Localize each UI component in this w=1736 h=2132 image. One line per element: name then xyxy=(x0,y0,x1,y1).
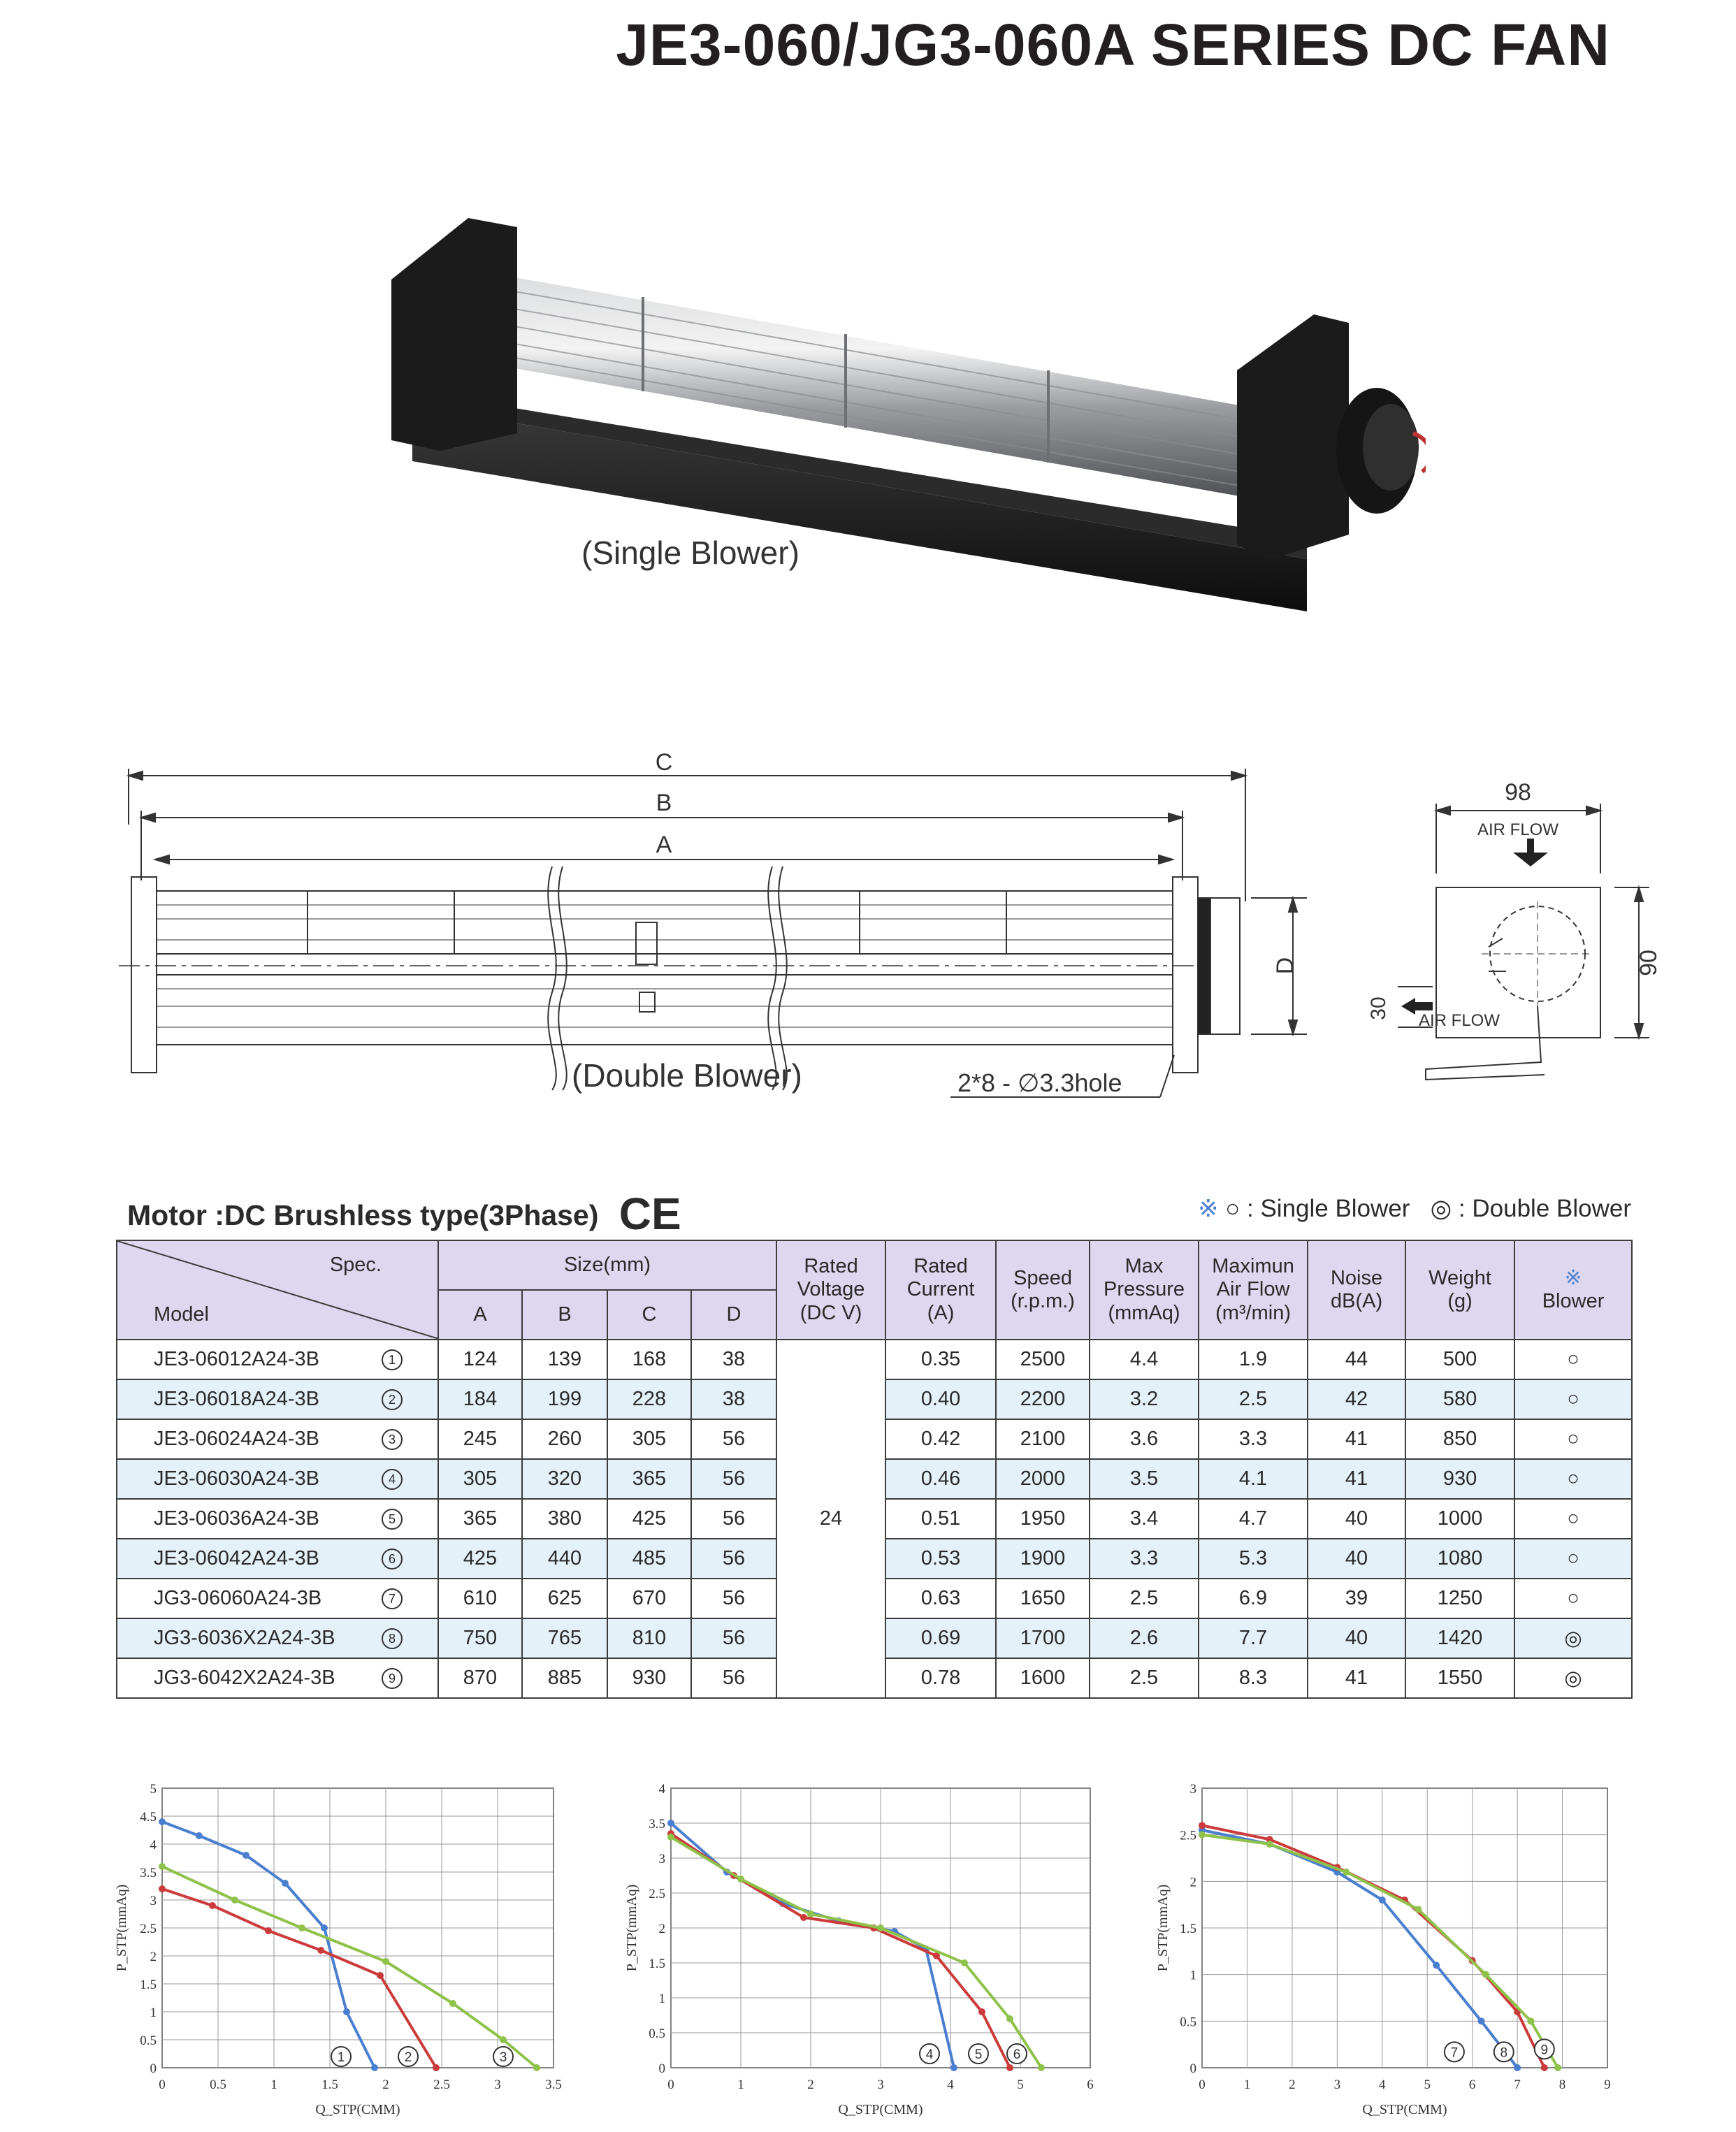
weight-cell: 1000 xyxy=(1405,1499,1514,1539)
blower-header-mark: ※ xyxy=(1564,1266,1582,1289)
y-axis-label: P_STP(mmAq) xyxy=(114,1884,129,1972)
x-tick-label: 5 xyxy=(1424,2077,1431,2092)
data-point xyxy=(1006,2064,1013,2071)
dim-a-label: A xyxy=(656,832,672,858)
model-name: JG3-06060A24-3B xyxy=(154,1587,322,1609)
y-tick-label: 2.5 xyxy=(140,1922,157,1936)
pressure-cell: 2.5 xyxy=(1090,1658,1199,1698)
airflow-cell: 7.7 xyxy=(1199,1618,1308,1658)
x-tick-label: 0 xyxy=(667,2077,674,2092)
outlet-height-label: 30 xyxy=(1367,996,1390,1020)
data-point xyxy=(298,1924,305,1931)
pressure-cell: 3.4 xyxy=(1090,1499,1199,1539)
data-point xyxy=(321,1924,328,1931)
spec-model-header xyxy=(117,1240,438,1340)
data-point xyxy=(1006,2015,1013,2022)
y-tick-label: 4.5 xyxy=(140,1810,157,1825)
airflow-cell: 3.3 xyxy=(1199,1419,1308,1459)
size-c-cell: 670 xyxy=(607,1579,691,1618)
pressure-cell: 2.5 xyxy=(1090,1579,1199,1618)
size-b-cell: 199 xyxy=(522,1379,607,1419)
data-point xyxy=(1379,1897,1386,1903)
weight-cell: 1250 xyxy=(1405,1579,1514,1618)
model-name: JE3-06042A24-3B xyxy=(154,1547,319,1569)
legend-single-symbol: ○ xyxy=(1225,1195,1240,1222)
model-cell xyxy=(117,1379,438,1419)
model-cell xyxy=(117,1499,438,1539)
pressure-cell: 4.4 xyxy=(1090,1340,1199,1379)
y-axis-label: P_STP(mmAq) xyxy=(624,1884,639,1972)
size-header: Size(mm) xyxy=(438,1240,776,1290)
model-cell xyxy=(117,1618,438,1658)
weight-header: Weight (g) xyxy=(1405,1240,1514,1340)
size-col-d: D xyxy=(691,1290,776,1340)
blower-type-cell: ○ xyxy=(1514,1499,1632,1539)
data-point xyxy=(196,1832,203,1839)
data-point xyxy=(667,1834,674,1841)
speed-cell: 2000 xyxy=(996,1459,1090,1499)
size-c-cell: 228 xyxy=(607,1379,691,1419)
dim-d-label: D xyxy=(1272,957,1299,975)
data-point xyxy=(449,2000,456,2007)
current-cell: 0.53 xyxy=(885,1539,996,1579)
data-point xyxy=(371,2064,378,2071)
motor-heading xyxy=(127,1188,681,1240)
x-tick-label: 4 xyxy=(947,2077,954,2092)
dimension-drawing xyxy=(119,741,1670,1104)
x-tick-label: 2 xyxy=(382,2077,389,2092)
curve-label: 3 xyxy=(499,2050,507,2065)
x-tick-label: 5 xyxy=(1017,2077,1024,2092)
y-tick-label: 4 xyxy=(150,1838,157,1852)
noise-cell: 40 xyxy=(1308,1499,1405,1539)
spec-table-body xyxy=(117,1340,1632,1698)
data-point xyxy=(961,1959,968,1966)
curve-label: 9 xyxy=(1540,2043,1549,2058)
hole-note: 2*8 - ∅3.3hole xyxy=(957,1068,1122,1097)
y-tick-label: 1 xyxy=(1189,1968,1196,1983)
speed-cell: 1600 xyxy=(996,1658,1090,1698)
blower-type-cell: ○ xyxy=(1514,1379,1632,1419)
data-point xyxy=(877,1924,884,1931)
speed-cell: 2500 xyxy=(996,1340,1090,1379)
y-tick-label: 2.5 xyxy=(1180,1828,1196,1843)
size-b-cell: 380 xyxy=(522,1499,607,1539)
x-tick-label: 3 xyxy=(494,2077,501,2092)
speed-cell: 2100 xyxy=(996,1419,1090,1459)
noise-cell: 42 xyxy=(1308,1379,1405,1419)
y-tick-label: 0 xyxy=(150,2061,157,2076)
side-width-label: 98 xyxy=(1505,779,1531,806)
curve-label: 2 xyxy=(404,2050,412,2065)
blower-type-cell: ◎ xyxy=(1514,1618,1632,1658)
y-tick-label: 1 xyxy=(658,1992,665,2006)
size-d-cell: 56 xyxy=(691,1459,776,1499)
x-axis-label: Q_STP(CMM) xyxy=(838,2102,923,2117)
model-number-badge: 1 xyxy=(382,1349,403,1370)
speed-cell: 1900 xyxy=(996,1539,1090,1579)
noise-cell: 44 xyxy=(1308,1340,1405,1379)
data-point xyxy=(243,1852,249,1859)
model-cell xyxy=(117,1579,438,1618)
data-point xyxy=(807,1910,814,1917)
size-c-cell: 810 xyxy=(607,1618,691,1658)
size-a-cell: 245 xyxy=(438,1419,522,1459)
size-b-cell: 440 xyxy=(522,1539,607,1579)
blower-type-cell: ○ xyxy=(1514,1459,1632,1499)
y-tick-label: 0 xyxy=(1189,2061,1196,2076)
model-number-badge: 7 xyxy=(382,1588,403,1609)
size-d-cell: 56 xyxy=(691,1539,776,1579)
data-point xyxy=(231,1897,238,1903)
double-blower-caption: (Double Blower) xyxy=(572,1057,802,1094)
y-tick-label: 1 xyxy=(150,2006,157,2020)
y-tick-label: 3 xyxy=(658,1852,665,1866)
weight-cell: 1080 xyxy=(1405,1539,1514,1579)
curve-label: 8 xyxy=(1500,2045,1508,2061)
airflow-cell: 6.9 xyxy=(1199,1579,1308,1618)
airflow-cell: 4.7 xyxy=(1199,1499,1308,1539)
size-c-cell: 365 xyxy=(607,1459,691,1499)
size-c-cell: 930 xyxy=(607,1658,691,1698)
data-point xyxy=(317,1947,324,1954)
x-axis-label: Q_STP(CMM) xyxy=(1362,2102,1447,2117)
model-cell xyxy=(117,1419,438,1459)
model-cell xyxy=(117,1658,438,1698)
size-a-cell: 184 xyxy=(438,1379,522,1419)
blower-legend xyxy=(1198,1195,1631,1223)
current-cell: 0.40 xyxy=(885,1379,996,1419)
pressure-cell: 2.6 xyxy=(1090,1618,1199,1658)
noise-cell: 41 xyxy=(1308,1658,1405,1698)
x-tick-label: 3 xyxy=(1333,2077,1341,2092)
size-d-cell: 56 xyxy=(691,1579,776,1618)
current-header: Rated Current (A) xyxy=(885,1240,996,1340)
curve-label: 4 xyxy=(925,2047,934,2062)
motor-heading-text: Motor :DC Brushless type(3Phase) xyxy=(127,1199,599,1231)
y-tick-label: 0.5 xyxy=(1180,2015,1196,2030)
x-tick-label: 6 xyxy=(1468,2077,1476,2092)
size-a-cell: 425 xyxy=(438,1539,522,1579)
y-tick-label: 3 xyxy=(150,1894,157,1908)
weight-cell: 500 xyxy=(1405,1340,1514,1379)
size-a-cell: 365 xyxy=(438,1499,522,1539)
current-cell: 0.42 xyxy=(885,1419,996,1459)
model-number-badge: 3 xyxy=(382,1429,403,1450)
weight-cell: 930 xyxy=(1405,1459,1514,1499)
page-title: JE3-060/JG3-060A SERIES DC FAN xyxy=(616,12,1610,78)
data-point xyxy=(265,1927,272,1934)
data-point xyxy=(737,1876,744,1883)
airflow-header: Maximun Air Flow (m³/min) xyxy=(1199,1240,1308,1340)
size-a-cell: 610 xyxy=(438,1579,522,1618)
data-point xyxy=(159,1863,166,1870)
noise-cell: 40 xyxy=(1308,1618,1405,1658)
current-cell: 0.78 xyxy=(885,1658,996,1698)
size-d-cell: 56 xyxy=(691,1499,776,1539)
model-name: JE3-06036A24-3B xyxy=(154,1507,319,1530)
size-d-cell: 38 xyxy=(691,1340,776,1379)
pressure-cell: 3.3 xyxy=(1090,1539,1199,1579)
data-point xyxy=(1266,1841,1273,1848)
data-point xyxy=(533,2064,540,2071)
data-point xyxy=(1527,2017,1534,2024)
model-cell xyxy=(117,1539,438,1579)
x-tick-label: 1.5 xyxy=(321,2077,338,2092)
airflow-cell: 1.9 xyxy=(1199,1340,1308,1379)
single-blower-caption: (Single Blower) xyxy=(581,535,800,571)
size-c-cell: 305 xyxy=(607,1419,691,1459)
airflow-side-label: AIR FLOW xyxy=(1419,1011,1500,1030)
speed-cell: 2200 xyxy=(996,1379,1090,1419)
blower-type-cell: ○ xyxy=(1514,1539,1632,1579)
x-tick-label: 3 xyxy=(877,2077,884,2092)
data-point xyxy=(1554,2064,1561,2071)
data-point xyxy=(1541,2064,1548,2071)
x-tick-label: 1 xyxy=(1243,2077,1251,2092)
dim-b-label: B xyxy=(656,790,672,816)
model-number-badge: 9 xyxy=(382,1668,403,1689)
current-cell: 0.69 xyxy=(885,1618,996,1658)
curve-label: 1 xyxy=(337,2050,345,2065)
x-tick-label: 2.5 xyxy=(433,2077,450,2092)
weight-cell: 1550 xyxy=(1405,1658,1514,1698)
pq-chart-1 xyxy=(105,1778,580,2128)
y-tick-label: 0.5 xyxy=(649,2026,665,2041)
weight-cell: 1420 xyxy=(1405,1618,1514,1658)
x-tick-label: 0.5 xyxy=(210,2077,226,2092)
legend-single-label: : Single Blower xyxy=(1247,1195,1410,1222)
data-point xyxy=(343,2008,350,2015)
blower-type-cell: ◎ xyxy=(1514,1658,1632,1698)
model-name: JE3-06012A24-3B xyxy=(154,1348,319,1370)
data-point xyxy=(1199,1822,1206,1829)
airflow-cell: 2.5 xyxy=(1199,1379,1308,1419)
model-name: JE3-06024A24-3B xyxy=(154,1428,319,1450)
y-tick-label: 2 xyxy=(150,1950,157,1964)
airflow-top-label: AIR FLOW xyxy=(1477,820,1559,839)
model-number-badge: 2 xyxy=(382,1389,403,1410)
model-number-badge: 4 xyxy=(382,1469,403,1490)
x-tick-label: 7 xyxy=(1514,2077,1521,2092)
spec-table xyxy=(116,1240,1633,1699)
data-point xyxy=(1514,2064,1521,2071)
data-point xyxy=(1433,1961,1440,1968)
ce-mark: CE xyxy=(619,1189,681,1239)
y-tick-label: 0 xyxy=(658,2061,665,2076)
size-d-cell: 38 xyxy=(691,1379,776,1419)
data-point xyxy=(382,1958,389,1965)
size-a-cell: 870 xyxy=(438,1658,522,1698)
voltage-header: Rated Voltage (DC V) xyxy=(776,1240,885,1340)
airflow-cell: 5.3 xyxy=(1199,1539,1308,1579)
airflow-cell: 8.3 xyxy=(1199,1658,1308,1698)
noise-header: Noise dB(A) xyxy=(1308,1240,1405,1340)
curve-label: 6 xyxy=(1013,2047,1021,2062)
data-point xyxy=(1038,2064,1045,2071)
speed-header: Speed (r.p.m.) xyxy=(996,1240,1090,1340)
data-point xyxy=(1343,1869,1350,1876)
model-number-badge: 6 xyxy=(382,1549,403,1569)
data-point xyxy=(978,2008,985,2015)
table-row xyxy=(117,1340,1632,1379)
size-c-cell: 485 xyxy=(607,1539,691,1579)
legend-mark: ※ xyxy=(1198,1195,1219,1222)
blower-type-cell: ○ xyxy=(1514,1419,1632,1459)
current-cell: 0.51 xyxy=(885,1499,996,1539)
data-point xyxy=(159,1885,166,1892)
data-point xyxy=(500,2036,507,2043)
speed-cell: 1950 xyxy=(996,1499,1090,1539)
y-tick-label: 0.5 xyxy=(140,2033,157,2048)
x-tick-label: 3.5 xyxy=(545,2077,562,2092)
y-tick-label: 1.5 xyxy=(649,1957,665,1971)
data-point xyxy=(667,1820,674,1827)
dim-c-label: C xyxy=(655,749,673,776)
x-tick-label: 2 xyxy=(807,2077,814,2092)
single-blower-photo xyxy=(391,210,1426,629)
y-tick-label: 4 xyxy=(658,1782,665,1797)
pq-chart-2 xyxy=(615,1778,1118,2128)
x-tick-label: 1 xyxy=(737,2077,744,2092)
x-tick-label: 2 xyxy=(1289,2077,1296,2092)
weight-cell: 850 xyxy=(1405,1419,1514,1459)
data-point xyxy=(433,2064,440,2071)
data-point xyxy=(950,2064,957,2071)
size-b-cell: 139 xyxy=(522,1340,607,1379)
data-point xyxy=(282,1880,289,1887)
speed-cell: 1700 xyxy=(996,1618,1090,1658)
pressure-cell: 3.5 xyxy=(1090,1459,1199,1499)
size-b-cell: 885 xyxy=(522,1658,607,1698)
model-number-badge: 8 xyxy=(382,1628,403,1649)
speed-cell: 1650 xyxy=(996,1579,1090,1618)
x-tick-label: 0 xyxy=(1199,2077,1206,2092)
size-d-cell: 56 xyxy=(691,1618,776,1658)
x-axis-label: Q_STP(CMM) xyxy=(315,2102,400,2117)
size-b-cell: 765 xyxy=(522,1618,607,1658)
model-cell xyxy=(117,1340,438,1379)
spec-label: Spec. xyxy=(329,1254,382,1276)
pressure-cell: 3.2 xyxy=(1090,1379,1199,1419)
legend-double-symbol: ◎ xyxy=(1430,1195,1452,1222)
x-tick-label: 4 xyxy=(1379,2077,1386,2092)
x-tick-label: 9 xyxy=(1604,2077,1611,2092)
size-col-c: C xyxy=(607,1290,691,1340)
legend-double-label: : Double Blower xyxy=(1458,1195,1631,1222)
airflow-cell: 4.1 xyxy=(1199,1459,1308,1499)
y-tick-label: 2 xyxy=(1189,1875,1196,1890)
y-tick-label: 3.5 xyxy=(649,1817,665,1832)
current-cell: 0.63 xyxy=(885,1579,996,1618)
y-tick-label: 3 xyxy=(1189,1782,1196,1797)
size-col-b: B xyxy=(522,1290,607,1340)
data-point xyxy=(159,1818,166,1825)
data-point xyxy=(1478,2017,1485,2024)
size-a-cell: 305 xyxy=(438,1459,522,1499)
x-tick-label: 6 xyxy=(1087,2077,1094,2092)
pressure-cell: 3.6 xyxy=(1090,1419,1199,1459)
x-tick-label: 8 xyxy=(1558,2077,1566,2092)
y-tick-label: 3.5 xyxy=(140,1866,157,1880)
y-tick-label: 2 xyxy=(658,1922,665,1936)
model-cell xyxy=(117,1459,438,1499)
size-d-cell: 56 xyxy=(691,1419,776,1459)
size-c-cell: 168 xyxy=(607,1340,691,1379)
blower-type-cell: ○ xyxy=(1514,1579,1632,1618)
voltage-cell: 24 xyxy=(776,1340,885,1698)
model-label: Model xyxy=(154,1303,209,1326)
noise-cell: 41 xyxy=(1308,1419,1405,1459)
y-tick-label: 1.5 xyxy=(140,1978,157,1992)
pressure-header: Max Pressure (mmAq) xyxy=(1090,1240,1199,1340)
curve-label: 5 xyxy=(974,2047,983,2062)
size-col-a: A xyxy=(438,1290,522,1340)
weight-cell: 580 xyxy=(1405,1379,1514,1419)
y-tick-label: 2.5 xyxy=(649,1887,665,1901)
blower-header xyxy=(1514,1240,1632,1340)
blower-header-label: Blower xyxy=(1542,1290,1605,1312)
x-tick-label: 1 xyxy=(270,2077,277,2092)
y-axis-label: P_STP(mmAq) xyxy=(1155,1884,1171,1972)
size-b-cell: 625 xyxy=(522,1579,607,1618)
size-b-cell: 260 xyxy=(522,1419,607,1459)
data-point xyxy=(1482,1971,1489,1978)
size-c-cell: 425 xyxy=(607,1499,691,1539)
size-b-cell: 320 xyxy=(522,1459,607,1499)
size-a-cell: 124 xyxy=(438,1340,522,1379)
size-a-cell: 750 xyxy=(438,1618,522,1658)
x-tick-label: 0 xyxy=(159,2077,166,2092)
noise-cell: 41 xyxy=(1308,1459,1405,1499)
noise-cell: 39 xyxy=(1308,1579,1405,1618)
blower-type-cell: ○ xyxy=(1514,1340,1632,1379)
model-name: JG3-6042X2A24-3B xyxy=(154,1667,335,1689)
model-name: JG3-6036X2A24-3B xyxy=(154,1627,335,1649)
curve-label: 7 xyxy=(1450,2045,1459,2061)
data-point xyxy=(1415,1906,1422,1913)
noise-cell: 40 xyxy=(1308,1539,1405,1579)
current-cell: 0.35 xyxy=(885,1340,996,1379)
data-point xyxy=(800,1914,807,1921)
size-d-cell: 56 xyxy=(691,1658,776,1698)
pq-chart-3 xyxy=(1146,1778,1635,2128)
model-name: JE3-06018A24-3B xyxy=(154,1388,319,1410)
current-cell: 0.46 xyxy=(885,1459,996,1499)
model-number-badge: 5 xyxy=(382,1509,403,1530)
y-tick-label: 1.5 xyxy=(1180,1922,1196,1936)
data-point xyxy=(377,1972,384,1979)
data-point xyxy=(209,1902,216,1909)
model-name: JE3-06030A24-3B xyxy=(154,1467,319,1490)
side-height-label: 90 xyxy=(1635,950,1662,976)
data-point xyxy=(1199,1832,1206,1839)
y-tick-label: 5 xyxy=(150,1782,157,1797)
